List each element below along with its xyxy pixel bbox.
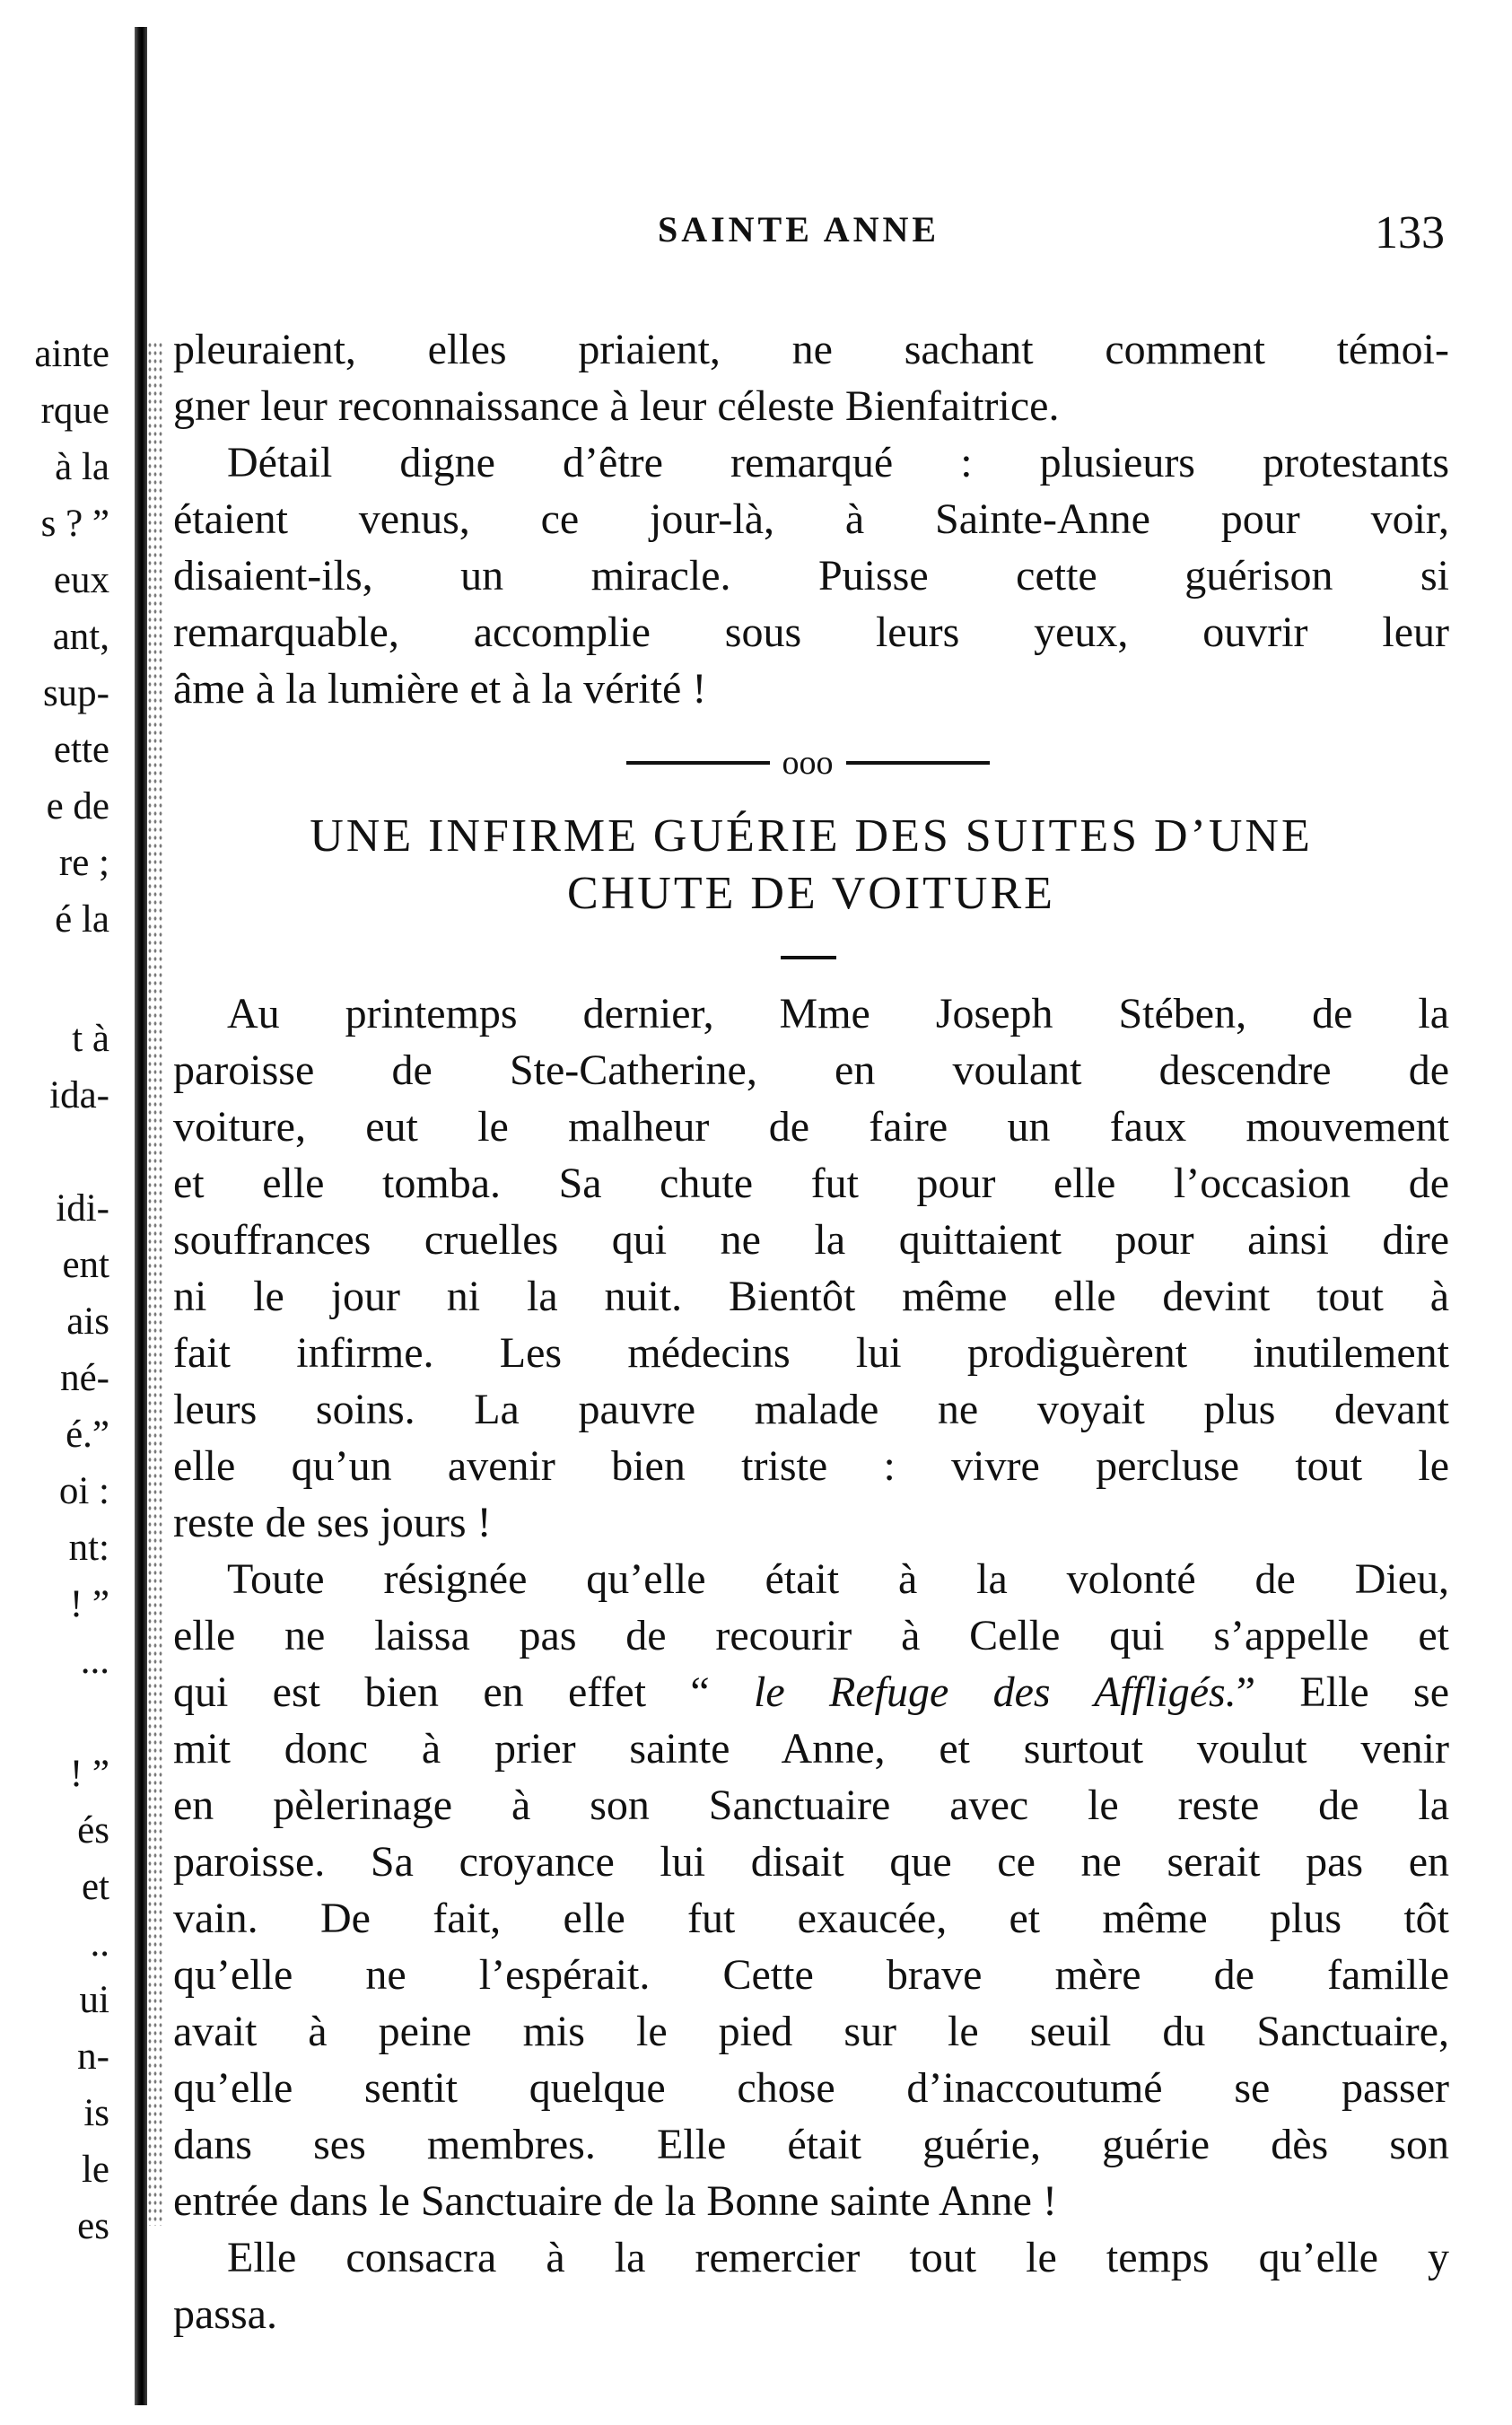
text-line: en pèlerinage à son Sanctuaire avec le reste de la: [173, 1782, 1449, 1829]
margin-fragment: eux: [53, 559, 109, 601]
text-line: qu’elle sentit quelque chose d’inaccoutumé se passer: [173, 2064, 1449, 2112]
text-line: Toute résignée qu’elle était à la volonté de Dieu,: [227, 1555, 1449, 1603]
text-block-top: [173, 321, 1449, 717]
margin-fragment: és: [77, 1809, 109, 1852]
margin-fragment: nt:: [68, 1527, 109, 1569]
text-line-with-italic: [173, 1664, 1449, 1720]
text-line: paroisse. Sa croyance lui disait que ce ne serait pas en: [173, 1838, 1449, 1886]
margin-fragment: né-: [60, 1357, 109, 1399]
text-line: fait infirme. Les médecins lui prodiguèrent inutilement: [173, 1329, 1449, 1377]
margin-fragment: ! ”: [69, 1753, 109, 1795]
section-separator: [538, 745, 1077, 781]
book-gutter: [135, 27, 147, 2405]
text-line: reste de ses jours !: [173, 1499, 492, 1546]
margin-fragment: es: [77, 2205, 109, 2247]
margin-fragment: ent: [62, 1244, 109, 1286]
margin-fragment: ui: [79, 1979, 109, 2021]
text-line: âme à la lumière et à la vérité !: [173, 665, 707, 713]
facing-page-margin: [0, 0, 126, 2425]
margin-fragment: é la: [55, 898, 109, 941]
margin-fragment: ainte: [34, 333, 109, 375]
separator-rule-left: [626, 761, 770, 765]
margin-fragment: is: [83, 2092, 109, 2134]
heading-rule: [781, 956, 836, 959]
text-segment: ” Elle se: [1236, 1668, 1449, 1716]
text-segment: qui est bien en effet “: [173, 1668, 755, 1716]
margin-fragment: et: [81, 1866, 109, 1908]
text-line: Elle consacra à la remercier tout le temps qu’elle y: [227, 2234, 1449, 2281]
margin-fragment: ..: [90, 1922, 109, 1965]
text-line: entrée dans le Sanctuaire de la Bonne sainte Anne !: [173, 2177, 1057, 2225]
text-line: pleuraient, elles priaient, ne sachant comment témoi-: [173, 326, 1449, 373]
text-line: paroisse de Ste-Catherine, en voulant descendre de: [173, 1046, 1449, 1094]
italic-phrase: le Refuge des Affligés.: [754, 1668, 1237, 1716]
text-line: Détail digne d’être remarqué : plusieurs protestants: [227, 439, 1449, 486]
margin-fragment: s ? ”: [40, 503, 109, 545]
text-line: souffrances cruelles qui ne la quittaient pour ainsi dire: [173, 1216, 1449, 1264]
margin-fragment: ida-: [49, 1074, 109, 1116]
separator-rule-right: [846, 761, 990, 765]
page-number: 133: [1375, 207, 1445, 258]
margin-fragment: le: [81, 2149, 109, 2191]
section-heading-line-2: CHUTE DE VOITURE: [567, 868, 1055, 919]
text-line: remarquable, accomplie sous leurs yeux, ouvrir leur: [173, 608, 1449, 656]
margin-fragment: ! ”: [69, 1583, 109, 1625]
margin-fragment: n-: [77, 2035, 109, 2078]
margin-fragment: e de: [46, 785, 109, 827]
margin-fragment: rque: [40, 390, 109, 432]
running-head: SAINTE ANNE: [657, 209, 940, 250]
text-line: passa.: [173, 2290, 277, 2338]
margin-fragment: re ;: [58, 842, 109, 884]
gutter-noise: [147, 341, 163, 2226]
margin-fragment: idi-: [56, 1187, 109, 1230]
margin-fragment: oi :: [58, 1470, 109, 1512]
margin-fragment: ant,: [52, 616, 109, 658]
section-heading-line-1: UNE INFIRME GUÉRIE DES SUITES D’UNE: [310, 810, 1313, 862]
margin-fragment: sup-: [42, 672, 109, 714]
text-line: elle ne laissa pas de recourir à Celle qui s’appelle et: [173, 1612, 1449, 1659]
margin-fragment: é.”: [66, 1414, 109, 1456]
text-line: leurs soins. La pauvre malade ne voyait plus devant: [173, 1386, 1449, 1433]
text-line: disaient-ils, un miracle. Puisse cette guérison si: [173, 552, 1449, 600]
text-line: Au printemps dernier, Mme Joseph Stében, de la: [227, 990, 1449, 1037]
text-block-main: [173, 985, 1449, 2342]
text-line: elle qu’un avenir bien triste : vivre percluse tout le: [173, 1442, 1449, 1490]
text-line: mit donc à prier sainte Anne, et surtout voulut venir: [173, 1725, 1449, 1773]
text-line: dans ses membres. Elle était guérie, guérie dès son: [173, 2121, 1449, 2168]
text-line: vain. De fait, elle fut exaucée, et même plus tôt: [173, 1895, 1449, 1942]
text-line: gner leur reconnaissance à leur céleste Bienfaitrice.: [173, 382, 1060, 430]
text-line: qu’elle ne l’espérait. Cette brave mère de famille: [173, 1951, 1449, 1999]
separator-mark: ooo: [782, 744, 834, 782]
text-line: étaient venus, ce jour-là, à Sainte-Anne pour voir,: [173, 495, 1449, 543]
margin-fragment: ette: [53, 729, 109, 771]
text-line: avait à peine mis le pied sur le seuil du Sanctuaire,: [173, 2008, 1449, 2055]
text-line: voiture, eut le malheur de faire un faux mouvement: [173, 1103, 1449, 1151]
margin-fragment: à la: [55, 446, 109, 488]
margin-fragment: t à: [72, 1018, 109, 1060]
margin-fragment: ...: [80, 1640, 109, 1682]
text-line: ni le jour ni la nuit. Bientôt même elle devint tout à: [173, 1273, 1449, 1320]
margin-fragment: ais: [66, 1300, 109, 1343]
text-line: et elle tomba. Sa chute fut pour elle l’occasion de: [173, 1160, 1449, 1207]
